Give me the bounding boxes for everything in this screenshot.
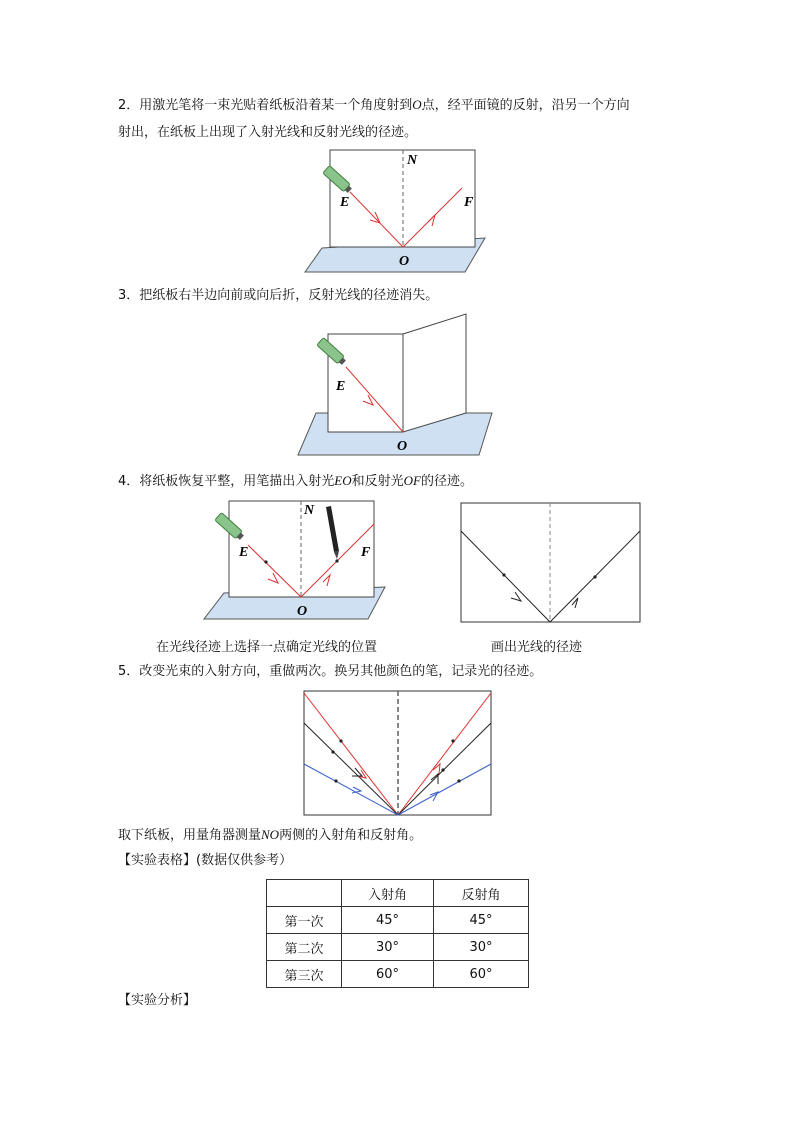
measure-prefix: 取下纸板，用量角器测量 — [118, 828, 262, 843]
incidence-angle: 45° — [342, 907, 434, 934]
results-table — [266, 879, 529, 988]
marked-point — [502, 573, 505, 576]
table-heading: 【实验表格】(数据仅供参考） — [118, 853, 293, 868]
marked-point — [593, 575, 596, 578]
table-header-row — [267, 880, 529, 907]
caption-right: 画出光线的径迹 — [491, 640, 583, 655]
step2-text-a: 2．用激光笔将一束光贴着纸板沿着某一个角度射到 — [118, 98, 413, 113]
marked-point — [457, 779, 460, 782]
marked-point — [334, 779, 337, 782]
marked-point — [335, 559, 338, 562]
row-label: 第二次 — [267, 934, 342, 961]
reflection-angle: 60° — [434, 961, 529, 988]
marked-point — [451, 739, 454, 742]
step2-line1 — [118, 96, 630, 115]
measure-text — [118, 826, 422, 845]
step3-text: 3．把纸板右半边向前或向后折，反射光线的径迹消失。 — [118, 288, 439, 303]
label-f: F — [464, 195, 474, 210]
marked-point — [339, 739, 342, 742]
caption-left: 在光线径迹上选择一点确定光线的位置 — [156, 640, 378, 655]
marked-point — [441, 768, 444, 771]
label-o: O — [397, 439, 408, 454]
marked-point — [264, 560, 267, 563]
label-n: N — [407, 153, 418, 168]
label-no: NO — [261, 827, 280, 842]
label-f: F — [361, 545, 371, 560]
table-row — [267, 934, 529, 961]
incidence-angle: 60° — [342, 961, 434, 988]
reflection-angle: 30° — [434, 934, 529, 961]
marked-point — [331, 750, 334, 753]
figure-traced-rays — [460, 502, 642, 624]
header-cell — [267, 880, 342, 907]
header-cell: 反射角 — [434, 880, 529, 907]
header-cell: 入射角 — [342, 880, 434, 907]
figure-marking-points — [200, 495, 390, 625]
point-o-label: O — [412, 97, 422, 112]
measure-suffix: 两侧的入射角和反射角。 — [279, 828, 423, 843]
label-n: N — [304, 503, 315, 518]
label-o: O — [297, 604, 308, 619]
table-row — [267, 907, 529, 934]
figure-reflection — [300, 140, 500, 275]
step2-text-b: 点，经平面镜的反射，沿另一个方向 — [421, 98, 630, 113]
step4-mid: 和反射光 — [351, 474, 404, 489]
folded-half — [403, 314, 466, 432]
step2-line2: 射出，在纸板上出现了入射光线和反射光线的径迹。 — [118, 125, 418, 140]
figure-three-trials — [303, 690, 493, 817]
row-label: 第一次 — [267, 907, 342, 934]
label-e: E — [340, 195, 350, 210]
label-eo: EO — [334, 473, 352, 488]
row-label: 第三次 — [267, 961, 342, 988]
reflection-angle: 45° — [434, 907, 529, 934]
analysis-heading: 【实验分析】 — [118, 993, 197, 1008]
table-row — [267, 961, 529, 988]
step4-suffix: 的径迹。 — [420, 474, 473, 489]
label-o: O — [399, 254, 410, 269]
label-e: E — [239, 545, 249, 560]
incidence-angle: 30° — [342, 934, 434, 961]
label-of: OF — [403, 473, 421, 488]
figure-folded-board — [296, 310, 501, 460]
step4-prefix: 4．将纸板恢复平整，用笔描出入射光 — [118, 474, 335, 489]
step4-text — [118, 472, 473, 491]
step5-text: 5．改变光束的入射方向，重做两次。换另其他颜色的笔，记录光的径迹。 — [118, 664, 543, 679]
label-e: E — [336, 379, 346, 394]
